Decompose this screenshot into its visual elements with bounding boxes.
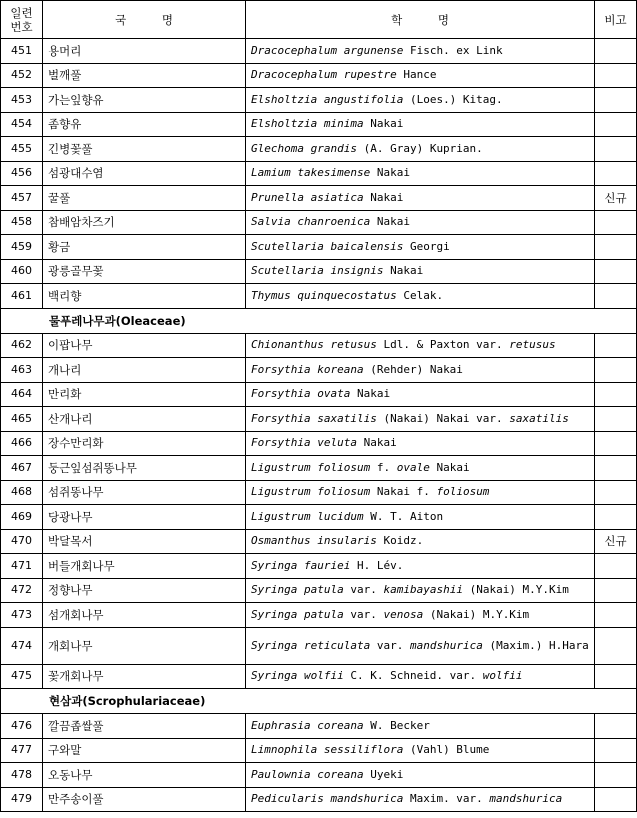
scientific-name: [246, 480, 595, 505]
table-row: [1, 382, 637, 407]
table-row: [1, 456, 637, 481]
header-remarks: 비고: [595, 1, 637, 39]
scientific-name-italic: Scutellaria insignis: [251, 264, 384, 278]
scientific-name-author: Nakai: [429, 460, 470, 474]
scientific-name-italic: Glechoma grandis: [251, 141, 357, 155]
scientific-name-author: W. Becker: [363, 718, 430, 732]
scientific-name: [246, 235, 595, 260]
korean-name: 긴병꽃풀: [43, 137, 246, 162]
korean-name: 섬광대수염: [43, 161, 246, 186]
table-row: [1, 627, 637, 664]
scientific-name-italic: Elsholtzia angustifolia: [251, 92, 404, 106]
scientific-name-italic: kamibayashii: [383, 583, 463, 597]
remarks: [595, 787, 637, 812]
scientific-name-italic: foliosum: [436, 485, 490, 499]
scientific-name: [246, 407, 595, 432]
scientific-name-author: (Nakai) M.Y.Kim: [462, 583, 569, 597]
scientific-name-author: (Rehder) Nakai: [363, 362, 463, 376]
scientific-name-italic: Syringa fauriei: [251, 558, 351, 572]
serial-number: 464: [1, 382, 43, 407]
scientific-name-italic: Dracocephalum argunense: [251, 43, 404, 57]
scientific-name-author: (A. Gray) Kuprian.: [356, 141, 483, 155]
serial-number: 473: [1, 603, 43, 628]
korean-name: 산개나리: [43, 407, 246, 432]
serial-number: 461: [1, 284, 43, 309]
scientific-name-italic: wolfii: [482, 669, 523, 683]
table-row: [1, 112, 637, 137]
scientific-name: [246, 627, 595, 664]
scientific-name: [246, 112, 595, 137]
serial-number: 458: [1, 210, 43, 235]
serial-number: 465: [1, 407, 43, 432]
scientific-name-author: f.: [370, 460, 397, 474]
scientific-name: [246, 358, 595, 383]
scientific-name-italic: Syringa reticulata: [251, 639, 371, 652]
serial-number: 466: [1, 431, 43, 456]
scientific-name-italic: mandshurica: [489, 792, 563, 806]
scientific-name: [246, 787, 595, 812]
family-heading: 물푸레나무과(Oleaceae): [1, 308, 637, 333]
table-header: [1, 1, 637, 39]
scientific-name-italic: Syringa wolfii: [251, 669, 344, 683]
table-row: [1, 480, 637, 505]
scientific-name-italic: Osmanthus insularis: [251, 534, 377, 548]
table-row: [1, 603, 637, 628]
scientific-name-author: (Nakai) Nakai var.: [376, 411, 510, 425]
scientific-name: [246, 603, 595, 628]
scientific-name-author: Celak.: [396, 288, 444, 302]
scientific-name-italic: Ligustrum lucidum: [251, 509, 364, 523]
scientific-name-italic: Paulownia coreana: [251, 767, 364, 781]
serial-number: 452: [1, 63, 43, 88]
scientific-name-author: C. K. Schneid. var.: [343, 669, 483, 683]
serial-number: 474: [1, 627, 43, 664]
korean-name: 당광나무: [43, 505, 246, 530]
scientific-name-author: (Vahl) Blume: [403, 743, 490, 757]
scientific-name-italic: Ligustrum foliosum: [251, 460, 371, 474]
remarks: [595, 603, 637, 628]
remarks: [595, 407, 637, 432]
scientific-name-italic: Prunella asiatica: [251, 190, 364, 204]
korean-name: 만리화: [43, 382, 246, 407]
serial-number: 456: [1, 161, 43, 186]
serial-number: 472: [1, 578, 43, 603]
korean-name: 개나리: [43, 358, 246, 383]
scientific-name-author: Nakai: [350, 387, 391, 401]
scientific-name: [246, 664, 595, 689]
scientific-name-author: W. T. Aiton: [363, 509, 444, 523]
korean-name: 가는잎향유: [43, 88, 246, 113]
table-row: [1, 63, 637, 88]
serial-number: 457: [1, 186, 43, 211]
korean-name: 개회나무: [43, 627, 246, 664]
scientific-name-author: Fisch. ex Link: [403, 43, 503, 57]
header-korean-name: [43, 1, 246, 39]
scientific-name-italic: Forsythia velutа: [251, 436, 357, 450]
table-row: [1, 529, 637, 554]
header-serial-number: 일련 번호: [1, 1, 43, 39]
korean-name: 꿀풀: [43, 186, 246, 211]
scientific-name-author: Nakai: [363, 117, 404, 131]
scientific-name-italic: Dracocephalum rupestre: [251, 68, 397, 82]
scientific-name-italic: Ligustrum foliosum: [251, 485, 371, 499]
scientific-name: [246, 284, 595, 309]
scientific-name: [246, 554, 595, 579]
table-row: [1, 787, 637, 812]
scientific-name-italic: Limnophila sessiliflora: [251, 743, 404, 757]
scientific-name-italic: Salvia chanroenica: [251, 215, 371, 229]
scientific-name-italic: saxatilis: [509, 411, 569, 425]
scientific-name: [246, 161, 595, 186]
header-scientific-name: [246, 1, 595, 39]
remarks: [595, 431, 637, 456]
family-heading-row: [1, 689, 637, 714]
remarks: [595, 738, 637, 763]
serial-number: 469: [1, 505, 43, 530]
korean-name: 만주송이풀: [43, 787, 246, 812]
scientific-name: [246, 578, 595, 603]
scientific-name: [246, 738, 595, 763]
korean-name: 좀향유: [43, 112, 246, 137]
scientific-name-italic: Euphrasia coreana: [251, 718, 364, 732]
scientific-name: [246, 529, 595, 554]
korean-name: 정향나무: [43, 578, 246, 603]
scientific-name: [246, 259, 595, 284]
scientific-name-italic: mandshurica: [409, 639, 483, 652]
table-row: [1, 333, 637, 358]
remarks: [595, 505, 637, 530]
remarks: [595, 578, 637, 603]
table-row: [1, 714, 637, 739]
scientific-name: [246, 505, 595, 530]
korean-name: 섬개회나무: [43, 603, 246, 628]
remarks: [595, 714, 637, 739]
scientific-name-italic: Forsythia koreana: [251, 362, 364, 376]
remarks: [595, 63, 637, 88]
serial-number: 468: [1, 480, 43, 505]
korean-name: 용머리: [43, 39, 246, 64]
table-row: [1, 39, 637, 64]
scientific-name-italic: retusus: [509, 338, 556, 352]
remarks: [595, 358, 637, 383]
scientific-name-italic: Elsholtzia minima: [251, 117, 364, 131]
scientific-name-author: Nakai: [370, 166, 410, 180]
scientific-name-italic: Syringa patula: [251, 607, 344, 621]
remarks: [595, 161, 637, 186]
scientific-name-author: Nakai: [356, 436, 397, 450]
remarks: [595, 763, 637, 788]
korean-name: 구와말: [43, 738, 246, 763]
scientific-name: [246, 186, 595, 211]
korean-name: 섬쥐똥나무: [43, 480, 246, 505]
table-row: [1, 763, 637, 788]
remarks: [595, 480, 637, 505]
scientific-name-author: var.: [370, 639, 410, 652]
table-row: [1, 358, 637, 383]
serial-number: 470: [1, 529, 43, 554]
scientific-name-italic: venosa: [383, 607, 424, 621]
scientific-name-author: Koidz.: [376, 534, 424, 548]
scientific-name: [246, 88, 595, 113]
remarks: [595, 627, 637, 664]
korean-name: 장수만리화: [43, 431, 246, 456]
table-row: [1, 161, 637, 186]
remarks: [595, 333, 637, 358]
serial-number: 453: [1, 88, 43, 113]
scientific-name: [246, 39, 595, 64]
scientific-name: [246, 431, 595, 456]
scientific-name: [246, 714, 595, 739]
scientific-name-author: (Loes.) Kitag.: [403, 92, 503, 106]
korean-name: 벌깨풀: [43, 63, 246, 88]
table-row: [1, 88, 637, 113]
korean-name: 둥근잎섬쥐똥나무: [43, 456, 246, 481]
scientific-name-italic: Pedicularis mandshurica: [251, 792, 404, 806]
table-row: [1, 235, 637, 260]
scientific-name-italic: Chionanthus retusus: [251, 338, 377, 352]
scientific-name-italic: Forsythia saxatilis: [251, 411, 377, 425]
table-row: [1, 738, 637, 763]
serial-number: 471: [1, 554, 43, 579]
scientific-name-author: Georgi: [403, 239, 450, 253]
scientific-name-author: (Maxim.) H.Hara: [482, 639, 589, 652]
table-row: [1, 210, 637, 235]
scientific-name-author: Nakai: [383, 264, 424, 278]
table-row: [1, 137, 637, 162]
table-row: [1, 259, 637, 284]
table-row: [1, 554, 637, 579]
serial-number: 478: [1, 763, 43, 788]
table-body: [1, 39, 637, 812]
scientific-name: [246, 63, 595, 88]
scientific-name-italic: Thymus quinquecostatus: [251, 288, 397, 302]
scientific-name-author: Maxim. var.: [403, 792, 490, 806]
scientific-name-author: Nakai: [370, 215, 410, 229]
remarks: [595, 39, 637, 64]
scientific-name-author: var.: [343, 607, 384, 621]
scientific-name-author: Uyeki: [363, 767, 404, 781]
scientific-name-author: Ldl. & Paxton var.: [376, 338, 510, 352]
family-heading-row: [1, 308, 637, 333]
korean-name: 백리향: [43, 284, 246, 309]
scientific-name-italic: Scutellaria baicalensis: [251, 239, 404, 253]
korean-name: 이팝나무: [43, 333, 246, 358]
korean-name: 꽃개회나무: [43, 664, 246, 689]
scientific-name-author: Hance: [396, 68, 437, 82]
remarks: [595, 137, 637, 162]
korean-name: 참배암차즈기: [43, 210, 246, 235]
family-heading: 현삼과(Scrophulariaceae): [1, 689, 637, 714]
serial-number: 476: [1, 714, 43, 739]
table-row: [1, 578, 637, 603]
header-korean-name-text: 국 명: [115, 12, 189, 27]
serial-number: 462: [1, 333, 43, 358]
remarks: 신규: [595, 186, 637, 211]
remarks: [595, 210, 637, 235]
korean-name: 오동나무: [43, 763, 246, 788]
remarks: [595, 456, 637, 481]
scientific-name: [246, 333, 595, 358]
table-row: [1, 431, 637, 456]
serial-number: 451: [1, 39, 43, 64]
korean-name: 버들개회나무: [43, 554, 246, 579]
scientific-name-italic: ovale: [396, 460, 430, 474]
remarks: [595, 88, 637, 113]
scientific-name: [246, 382, 595, 407]
scientific-name-italic: Lamium takesimense: [251, 166, 371, 180]
korean-name: 깔끔좁쌀풀: [43, 714, 246, 739]
remarks: [595, 235, 637, 260]
remarks: [595, 382, 637, 407]
remarks: 신규: [595, 529, 637, 554]
serial-number: 467: [1, 456, 43, 481]
remarks: [595, 664, 637, 689]
scientific-name-author: var.: [343, 583, 384, 597]
remarks: [595, 259, 637, 284]
korean-name: 박달목서: [43, 529, 246, 554]
serial-number: 479: [1, 787, 43, 812]
scientific-name-author: (Nakai) M.Y.Kim: [423, 607, 530, 621]
header-scientific-name-text: 학 명: [391, 12, 465, 27]
serial-number: 454: [1, 112, 43, 137]
remarks: [595, 554, 637, 579]
table-row: [1, 407, 637, 432]
serial-number: 477: [1, 738, 43, 763]
serial-number: 460: [1, 259, 43, 284]
scientific-name: [246, 137, 595, 162]
table-row: [1, 505, 637, 530]
scientific-name: [246, 763, 595, 788]
table-row: [1, 284, 637, 309]
scientific-name-author: Nakai f.: [370, 485, 437, 499]
scientific-name: [246, 456, 595, 481]
korean-name: 황금: [43, 235, 246, 260]
remarks: [595, 284, 637, 309]
korean-name: 광릉골무꽃: [43, 259, 246, 284]
table-row: [1, 186, 637, 211]
serial-number: 455: [1, 137, 43, 162]
scientific-name-author: Nakai: [363, 190, 404, 204]
scientific-name-author: H. Lév.: [350, 558, 404, 572]
scientific-name-italic: Forsythia ovata: [251, 387, 351, 401]
table-row: [1, 664, 637, 689]
serial-number: 475: [1, 664, 43, 689]
scientific-name-italic: Syringa patula: [251, 583, 344, 597]
remarks: [595, 112, 637, 137]
scientific-name: [246, 210, 595, 235]
serial-number: 463: [1, 358, 43, 383]
serial-number: 459: [1, 235, 43, 260]
